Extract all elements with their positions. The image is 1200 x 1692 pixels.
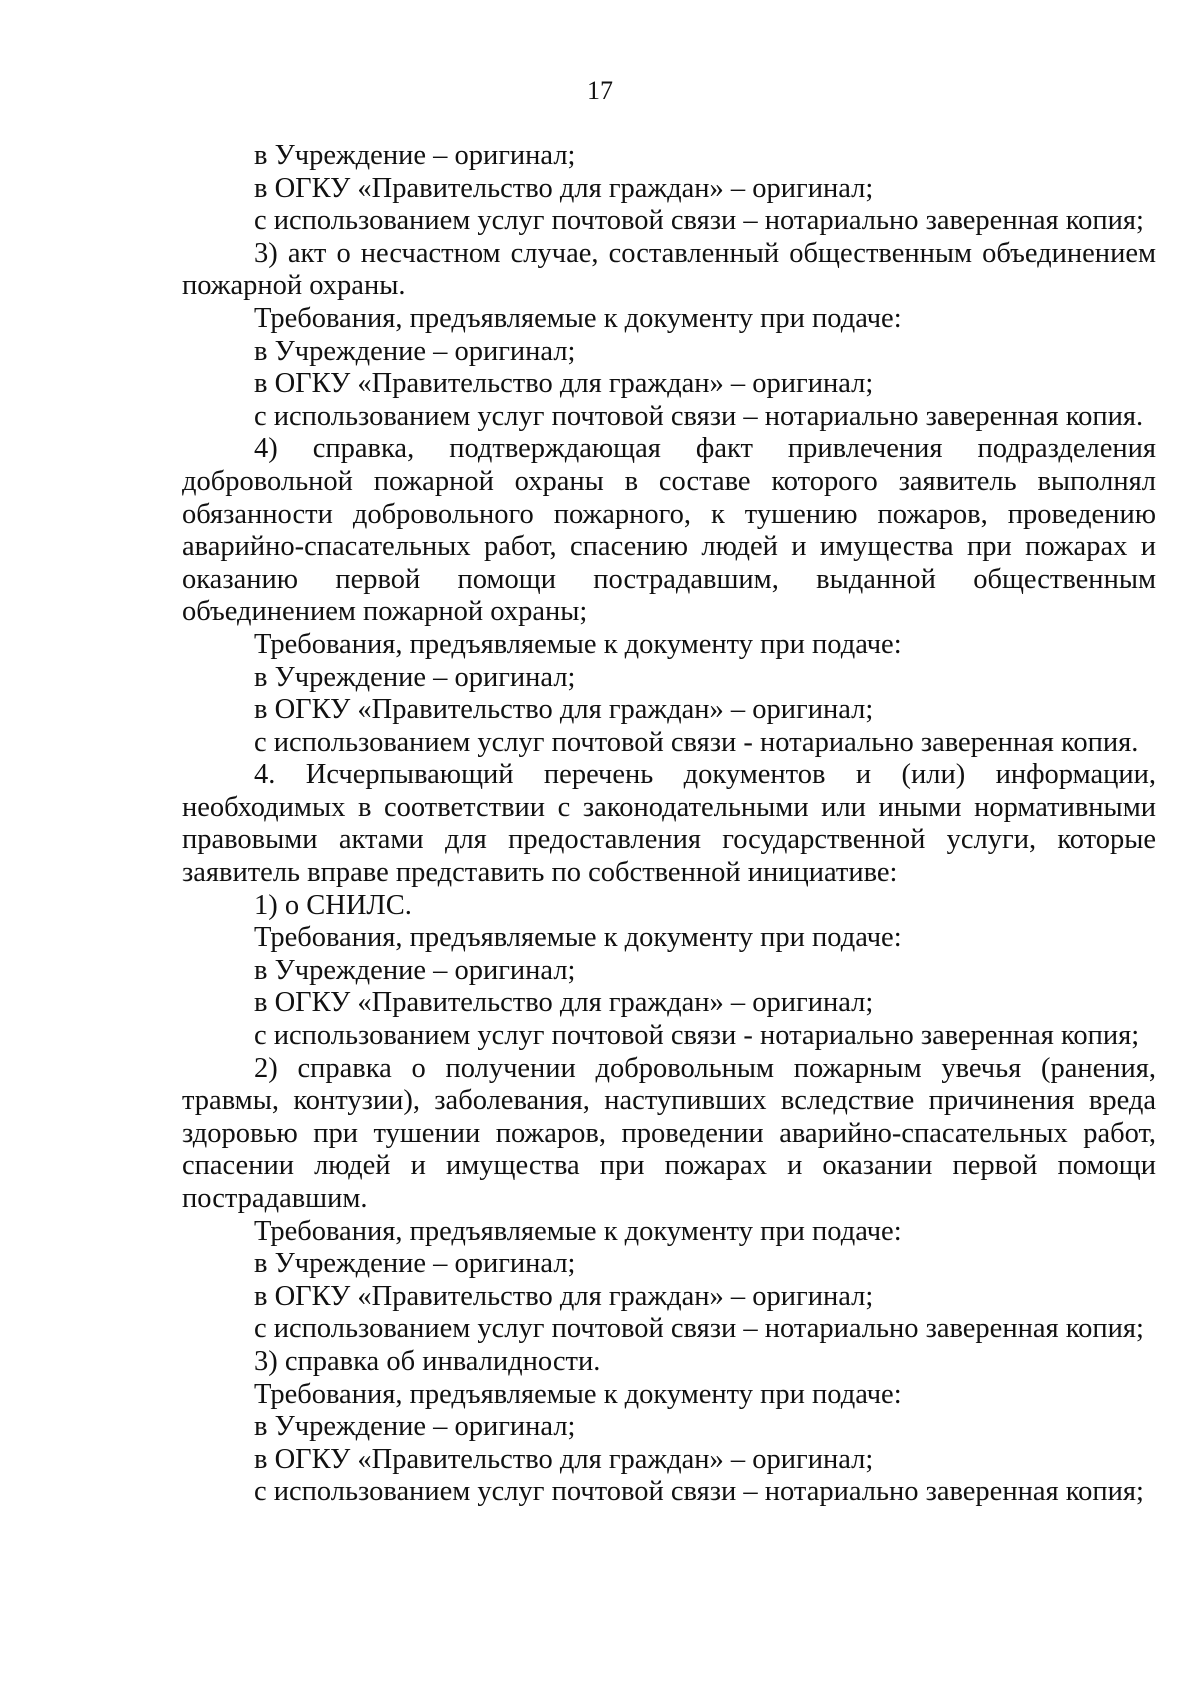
page-number: 17 bbox=[587, 76, 613, 105]
paragraph: Требования, предъявляемые к документу при подаче: bbox=[254, 1215, 902, 1247]
paragraph: в ОГКУ «Правительство для граждан» – оригинал; bbox=[254, 987, 874, 1019]
paragraph: с использованием услуг почтовой связи – нотариально заверенная копия. bbox=[254, 400, 1144, 432]
paragraph: в Учреждение – оригинал; bbox=[254, 335, 576, 367]
paragraph: в Учреждение – оригинал; bbox=[254, 1248, 576, 1280]
paragraph: 4. Исчерпывающий перечень документов и (или) информации, необходимых в соответствии с законодательными или иными нормативными правовыми актами для предоставления государственной услуги, которые заявитель вправе представить по собственной инициативе: bbox=[182, 759, 1156, 889]
paragraph: Требования, предъявляемые к документу при подаче: bbox=[254, 922, 902, 954]
paragraph: 3) справка об инвалидности. bbox=[254, 1345, 601, 1377]
paragraph: 4) справка, подтверждающая факт привлечения подразделения добровольной пожарной охраны в составе которого заявитель выполнял обязанности добровольного пожарного, к тушению пожаров, проведению аварийно-спасательных работ, спасению людей и имущества при пожарах и оказанию первой помощи пострадавшим, выданной общественным объединением пожарной охраны; bbox=[182, 433, 1156, 628]
paragraph: в Учреждение – оригинал; bbox=[254, 140, 576, 171]
paragraph: Требования, предъявляемые к документу при подаче: bbox=[254, 1378, 902, 1410]
paragraph: с использованием услуг почтовой связи – нотариально заверенная копия; bbox=[254, 205, 1144, 237]
paragraph: в ОГКУ «Правительство для граждан» – оригинал; bbox=[254, 368, 874, 400]
paragraph: в Учреждение – оригинал; bbox=[254, 661, 576, 693]
paragraph: 1) о СНИЛС. bbox=[254, 889, 412, 921]
paragraph: с использованием услуг почтовой связи – нотариально заверенная копия; bbox=[254, 1313, 1144, 1345]
paragraph: 2) справка о получении добровольным пожарным увечья (ранения, травмы, контузии), заболевания, наступивших вследствие причинения вреда здоровью при тушении пожаров, проведении аварийно-спасательных работ, спасении людей и имущества при пожарах и оказании первой помощи пострадавшим. bbox=[182, 1052, 1156, 1214]
paragraph: в Учреждение – оригинал; bbox=[254, 954, 576, 986]
paragraph: 3) акт о несчастном случае, составленный общественным объединением пожарной охраны. bbox=[182, 237, 1156, 302]
paragraph: в ОГКУ «Правительство для граждан» – оригинал; bbox=[254, 694, 874, 726]
document-body bbox=[182, 140, 1156, 1509]
paragraph: с использованием услуг почтовой связи – нотариально заверенная копия; bbox=[254, 1476, 1144, 1508]
paragraph: Требования, предъявляемые к документу при подаче: bbox=[254, 628, 902, 660]
paragraph: в ОГКУ «Правительство для граждан» – оригинал; bbox=[254, 172, 874, 204]
paragraph: с использованием услуг почтовой связи - нотариально заверенная копия. bbox=[254, 726, 1139, 758]
paragraph: с использованием услуг почтовой связи - нотариально заверенная копия; bbox=[254, 1020, 1140, 1052]
paragraph: в ОГКУ «Правительство для граждан» – оригинал; bbox=[254, 1280, 874, 1312]
paragraph: Требования, предъявляемые к документу при подаче: bbox=[254, 302, 902, 334]
paragraph: в Учреждение – оригинал; bbox=[254, 1411, 576, 1443]
paragraph: в ОГКУ «Правительство для граждан» – оригинал; bbox=[254, 1443, 874, 1475]
